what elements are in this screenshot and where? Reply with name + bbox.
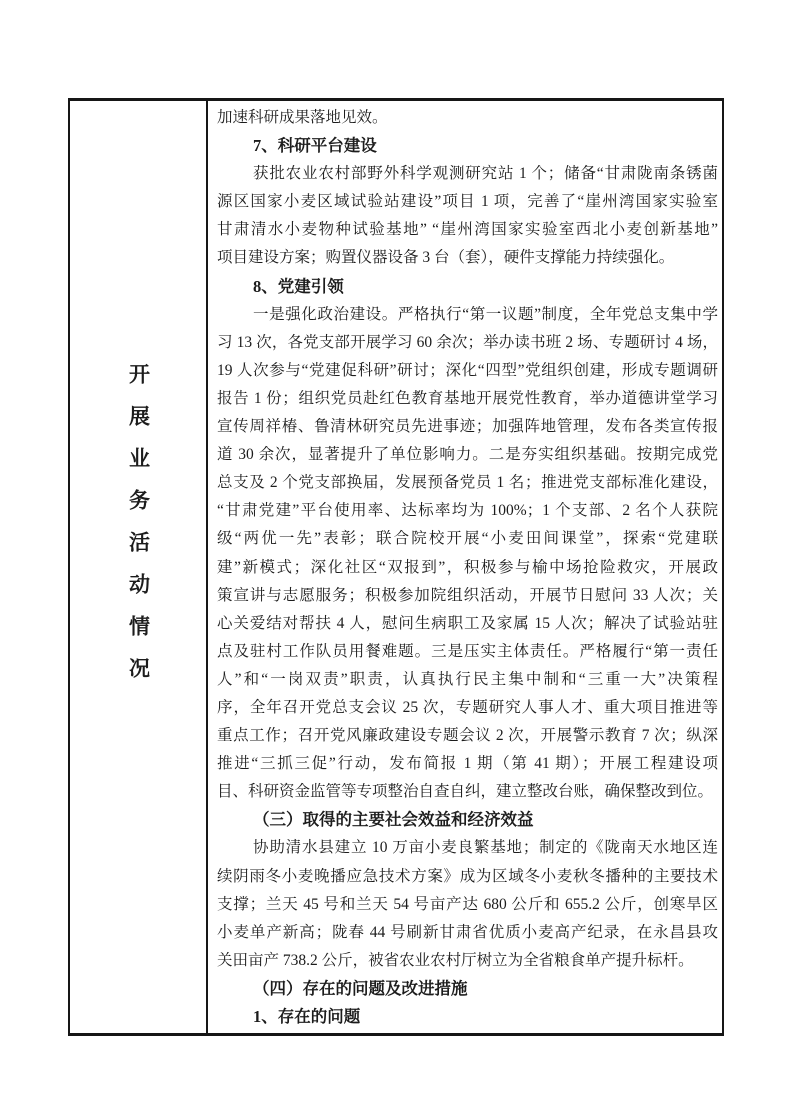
text-line: 获批农业农村部野外科学观测研究站 1 个；储备“甘肃陇南条锈菌 xyxy=(253,165,718,183)
text-line: 项目建设方案；购置仪器设备 3 台（套），硬件支撑能力持续强化。 xyxy=(217,249,675,267)
text-line: 习 13 次，各党支部开展学习 60 余次；举办读书班 2 场、专题研讨 4 场， xyxy=(217,333,718,351)
text-line: 源区国家小麦区域试验站建设”项目 1 项，完善了“崖州湾国家实验室 xyxy=(217,193,718,211)
row-header-cell xyxy=(70,101,208,1033)
text-line: 道 30 余次，显著提升了单位影响力。二是夯实组织基础。按期完成党 xyxy=(217,446,718,464)
text-line: 总支及 2 个党支部换届，发展预备党员 1 名；推进党支部标准化建设， xyxy=(217,474,718,492)
report-table xyxy=(68,98,724,1036)
text-line: 点及驻村工作队员用餐难题。三是压实主体责任。严格履行“第一责任 xyxy=(217,642,718,660)
text-line: 支撑；兰天 45 号和兰天 54 号亩产达 680 公斤和 655.2 公斤，创寒旱区 xyxy=(217,895,718,913)
text-line: 序，全年召开党总支会议 25 次，专题研究人事人才、重大项目推进等 xyxy=(217,698,718,716)
text-line: “甘肃党建”平台使用率、达标率均为 100%；1 个支部、2 名个人获院 xyxy=(217,502,718,520)
text-line: 续阴雨冬小麦晚播应急技术方案》成为区域冬小麦秋冬播种的主要技术 xyxy=(217,867,718,885)
text-line: 小麦单产新高；陇春 44 号刷新甘肃省优质小麦高产纪录，在永昌县攻 xyxy=(217,923,718,941)
text-line: 重点工作；召开党风廉政建设专题会议 2 次，开展警示教育 7 次；纵深 xyxy=(217,727,718,745)
text-line: 关田亩产 738.2 公斤，被省农业农村厅树立为全省粮食单产提升标杆。 xyxy=(217,951,694,969)
text-line: 协助清水县建立 10 万亩小麦良繁基地；制定的《陇南天水地区连 xyxy=(253,839,718,857)
text-line: （四）存在的问题及改进措施 xyxy=(253,979,468,998)
text-line: 8、党建引领 xyxy=(253,276,344,296)
text-line: 甘肃清水小麦物种试验基地” “崖州湾国家实验室西北小麦创新基地” xyxy=(217,221,718,239)
text-line: 加速科研成果落地见效。 xyxy=(217,109,388,126)
row-header-label: 开展业务活动情况 xyxy=(126,363,151,699)
text-line: 建”新模式；深化社区“双报到”，积极参与榆中场抢险救灾，开展政 xyxy=(217,558,718,576)
text-line: 一是强化政治建设。严格执行“第一议题”制度，全年党总支集中学 xyxy=(253,305,718,323)
text-line: 宣传周祥椿、鲁清林研究员先进事迹；加强阵地管理，发布各类宣传报 xyxy=(217,418,718,436)
text-line: 级“两优一先”表彰；联合院校开展“小麦田间课堂”，探索“党建联 xyxy=(217,530,718,548)
text-line: （三）取得的主要社会效益和经济效益 xyxy=(253,811,534,830)
row-content-cell xyxy=(208,101,722,1033)
text-line: 推进“三抓三促”行动，发布简报 1 期（第 41 期）；开展工程建设项 xyxy=(217,755,718,773)
text-line: 19 人次参与“党建促科研”研讨；深化“四型”党组织创建，形成专题调研 xyxy=(217,361,718,379)
text-line: 报告 1 份；组织党员赴红色教育基地开展党性教育，举办道德讲堂学习 xyxy=(217,389,718,407)
text-line: 策宣讲与志愿服务；积极参加院组织活动，开展节日慰问 33 人次；关 xyxy=(217,586,718,604)
text-line: 心关爱结对帮扶 4 人，慰问生病职工及家属 15 人次；解决了试验站驻 xyxy=(217,614,718,632)
content-text-block xyxy=(217,104,718,1031)
text-line: 人”和“一岗双责”职责，认真执行民主集中制和“三重一大”决策程 xyxy=(217,670,718,688)
text-line: 1、存在的问题 xyxy=(253,1007,361,1026)
text-line: 目、科研资金监管等专项整治自查自纠，建立整改台账，确保整改到位。 xyxy=(217,783,714,801)
text-line: 7、科研平台建设 xyxy=(253,136,377,156)
